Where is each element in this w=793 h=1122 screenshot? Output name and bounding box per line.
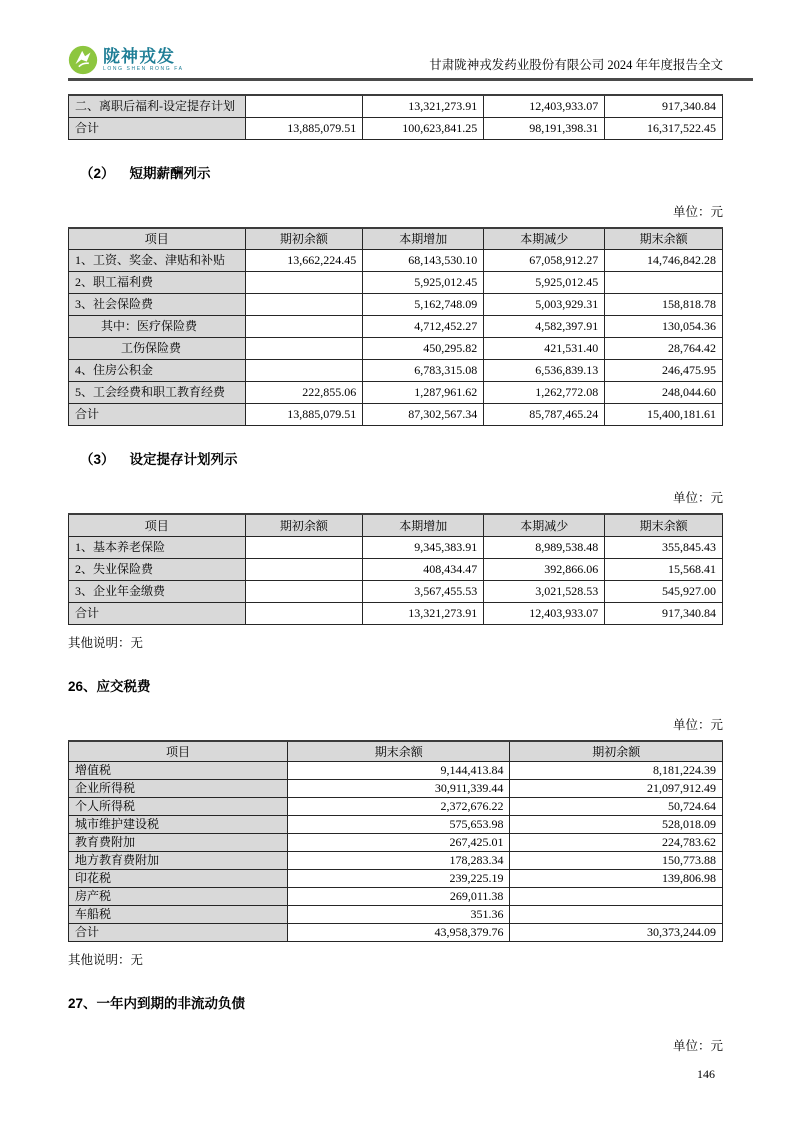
cell-value: 30,373,244.09 xyxy=(510,924,723,942)
table-row xyxy=(69,602,723,624)
cell-value xyxy=(245,294,363,316)
table-row xyxy=(69,798,723,816)
cell-value: 13,321,273.91 xyxy=(363,95,484,117)
cell-value: 2,372,676.22 xyxy=(288,798,510,816)
cell-value: 1,287,961.62 xyxy=(363,382,484,404)
cell-value: 68,143,530.10 xyxy=(363,250,484,272)
section-heading-defined-contribution-plan xyxy=(68,448,723,468)
report-header-title: 甘肃陇神戎发药业股份有限公司 2024 年年度报告全文 xyxy=(429,58,723,72)
row-label: 合计 xyxy=(69,117,246,139)
row-label: 工伤保险费 xyxy=(69,338,246,360)
cell-value: 12,403,933.07 xyxy=(484,95,605,117)
table-row xyxy=(69,250,723,272)
table-row xyxy=(69,762,723,780)
row-label: 车船税 xyxy=(69,906,288,924)
cell-value: 5,925,012.45 xyxy=(484,272,605,294)
table-row xyxy=(69,852,723,870)
cell-value: 100,623,841.25 xyxy=(363,117,484,139)
cell-value: 13,662,224.45 xyxy=(245,250,363,272)
column-header: 本期增加 xyxy=(363,228,484,250)
table-row xyxy=(69,536,723,558)
other-note: 其他说明：无 xyxy=(68,953,144,967)
cell-value: 15,400,181.61 xyxy=(605,404,723,426)
table-row xyxy=(69,924,723,942)
cell-value: 12,403,933.07 xyxy=(484,602,605,624)
cell-value xyxy=(245,558,363,580)
table-row xyxy=(69,95,723,117)
cell-value: 15,568.41 xyxy=(605,558,723,580)
cell-value: 85,787,465.24 xyxy=(484,404,605,426)
table-row xyxy=(69,580,723,602)
column-header: 期初余额 xyxy=(245,228,363,250)
table-row xyxy=(69,404,723,426)
defined-contribution-plan-table xyxy=(68,513,723,625)
cell-value: 528,018.09 xyxy=(510,816,723,834)
row-label: 增值税 xyxy=(69,762,288,780)
cell-value xyxy=(510,888,723,906)
cell-value: 269,011.38 xyxy=(288,888,510,906)
cell-value: 150,773.88 xyxy=(510,852,723,870)
cell-value xyxy=(510,906,723,924)
cell-value: 9,345,383.91 xyxy=(363,536,484,558)
column-header: 本期增加 xyxy=(363,514,484,536)
cell-value xyxy=(245,602,363,624)
cell-value: 16,317,522.45 xyxy=(605,117,723,139)
row-label: 4、住房公积金 xyxy=(69,360,246,382)
row-label: 1、工资、奖金、津贴和补贴 xyxy=(69,250,246,272)
other-note: 其他说明：无 xyxy=(68,635,144,650)
header-rule xyxy=(68,78,753,81)
column-header: 期末余额 xyxy=(605,228,723,250)
table-row xyxy=(69,558,723,580)
cell-value: 5,925,012.45 xyxy=(363,272,484,294)
cell-value xyxy=(245,580,363,602)
cell-value: 28,764.42 xyxy=(605,338,723,360)
cell-value: 355,845.43 xyxy=(605,536,723,558)
cell-value: 421,531.40 xyxy=(484,338,605,360)
table-row xyxy=(69,816,723,834)
cell-value: 8,181,224.39 xyxy=(510,762,723,780)
post-employment-benefits-table xyxy=(68,94,723,140)
section-number: （2） xyxy=(80,165,115,181)
cell-value: 392,866.06 xyxy=(484,558,605,580)
row-label: 其中：医疗保险费 xyxy=(69,316,246,338)
cell-value: 6,783,315.08 xyxy=(363,360,484,382)
table-header-row xyxy=(69,228,723,250)
row-label: 印花税 xyxy=(69,870,288,888)
cell-value: 248,044.60 xyxy=(605,382,723,404)
cell-value: 545,927.00 xyxy=(605,580,723,602)
unit-label: 单位：元 xyxy=(672,717,723,732)
cell-value: 13,885,079.51 xyxy=(245,117,363,139)
cell-value xyxy=(245,95,363,117)
cell-value: 4,712,452.27 xyxy=(363,316,484,338)
cell-value: 450,295.82 xyxy=(363,338,484,360)
cell-value: 4,582,397.91 xyxy=(484,316,605,338)
row-label: 2、失业保险费 xyxy=(69,558,246,580)
column-header: 项目 xyxy=(69,741,288,762)
cell-value xyxy=(245,536,363,558)
cell-value: 14,746,842.28 xyxy=(605,250,723,272)
table-row xyxy=(69,834,723,852)
cell-value: 98,191,398.31 xyxy=(484,117,605,139)
column-header: 期初余额 xyxy=(245,514,363,536)
column-header: 期末余额 xyxy=(605,514,723,536)
section-title: 设定提存计划列示 xyxy=(129,452,238,467)
table-row xyxy=(69,117,723,139)
table-row xyxy=(69,906,723,924)
cell-value: 575,653.98 xyxy=(288,816,510,834)
cell-value: 5,162,748.09 xyxy=(363,294,484,316)
cell-value: 222,855.06 xyxy=(245,382,363,404)
column-header: 期末余额 xyxy=(288,741,510,762)
page-header xyxy=(68,45,723,75)
section-heading-noncurrent-liabilities-due: 27、一年内到期的非流动负债 xyxy=(68,996,246,1011)
cell-value: 87,302,567.34 xyxy=(363,404,484,426)
cell-value: 239,225.19 xyxy=(288,870,510,888)
cell-value: 3,567,455.53 xyxy=(363,580,484,602)
cell-value: 267,425.01 xyxy=(288,834,510,852)
section-heading-taxes-payable: 26、应交税费 xyxy=(68,678,151,694)
cell-value: 9,144,413.84 xyxy=(288,762,510,780)
cell-value xyxy=(245,272,363,294)
company-logo-icon xyxy=(68,45,98,75)
section-heading-short-term-compensation xyxy=(68,162,723,182)
cell-value xyxy=(245,338,363,360)
cell-value: 246,475.95 xyxy=(605,360,723,382)
cell-value xyxy=(605,272,723,294)
row-label: 1、基本养老保险 xyxy=(69,536,246,558)
cell-value: 67,058,912.27 xyxy=(484,250,605,272)
row-label: 合计 xyxy=(69,924,288,942)
logo-en-text: LONG SHEN RONG FA xyxy=(103,66,184,72)
column-header: 本期减少 xyxy=(484,514,605,536)
cell-value: 139,806.98 xyxy=(510,870,723,888)
row-label: 教育费附加 xyxy=(69,834,288,852)
cell-value: 130,054.36 xyxy=(605,316,723,338)
table-row xyxy=(69,382,723,404)
cell-value: 13,321,273.91 xyxy=(363,602,484,624)
cell-value: 351.36 xyxy=(288,906,510,924)
cell-value: 6,536,839.13 xyxy=(484,360,605,382)
table-row xyxy=(69,360,723,382)
row-label: 5、工会经费和职工教育经费 xyxy=(69,382,246,404)
section-title: 短期薪酬列示 xyxy=(129,165,211,181)
table-row xyxy=(69,294,723,316)
table-header-row xyxy=(69,514,723,536)
cell-value: 8,989,538.48 xyxy=(484,536,605,558)
cell-value: 43,958,379.76 xyxy=(288,924,510,942)
logo-cn-text: 陇神戎发 xyxy=(103,47,175,66)
company-logo xyxy=(68,45,184,75)
table-row xyxy=(69,316,723,338)
row-label: 3、企业年金缴费 xyxy=(69,580,246,602)
column-header: 项目 xyxy=(69,514,246,536)
table-header-row xyxy=(69,741,723,762)
cell-value: 224,783.62 xyxy=(510,834,723,852)
cell-value: 917,340.84 xyxy=(605,95,723,117)
unit-label: 单位：元 xyxy=(672,204,723,219)
cell-value: 917,340.84 xyxy=(605,602,723,624)
cell-value: 408,434.47 xyxy=(363,558,484,580)
table-row xyxy=(69,338,723,360)
table-row xyxy=(69,272,723,294)
cell-value: 30,911,339.44 xyxy=(288,780,510,798)
row-label: 合计 xyxy=(69,404,246,426)
row-label: 个人所得税 xyxy=(69,798,288,816)
cell-value: 5,003,929.31 xyxy=(484,294,605,316)
column-header: 项目 xyxy=(69,228,246,250)
company-logo-text xyxy=(103,48,184,72)
page-number: 146 xyxy=(697,1067,715,1081)
cell-value: 13,885,079.51 xyxy=(245,404,363,426)
cell-value: 21,097,912.49 xyxy=(510,780,723,798)
cell-value: 158,818.78 xyxy=(605,294,723,316)
unit-label: 单位：元 xyxy=(672,491,723,505)
row-label: 城市维护建设税 xyxy=(69,816,288,834)
row-label: 2、职工福利费 xyxy=(69,272,246,294)
cell-value xyxy=(245,316,363,338)
column-header: 本期减少 xyxy=(484,228,605,250)
cell-value: 1,262,772.08 xyxy=(484,382,605,404)
row-label: 房产税 xyxy=(69,888,288,906)
taxes-payable-table xyxy=(68,740,723,943)
table-row xyxy=(69,888,723,906)
cell-value: 50,724.64 xyxy=(510,798,723,816)
row-label: 企业所得税 xyxy=(69,780,288,798)
section-number: （3） xyxy=(80,452,115,467)
row-label: 地方教育费附加 xyxy=(69,852,288,870)
row-label: 二、离职后福利-设定提存计划 xyxy=(69,95,246,117)
cell-value xyxy=(245,360,363,382)
unit-label: 单位：元 xyxy=(672,1039,723,1053)
table-row xyxy=(69,780,723,798)
row-label: 合计 xyxy=(69,602,246,624)
cell-value: 3,021,528.53 xyxy=(484,580,605,602)
cell-value: 178,283.34 xyxy=(288,852,510,870)
table-row xyxy=(69,870,723,888)
short-term-compensation-table xyxy=(68,227,723,427)
column-header: 期初余额 xyxy=(510,741,723,762)
row-label: 3、社会保险费 xyxy=(69,294,246,316)
